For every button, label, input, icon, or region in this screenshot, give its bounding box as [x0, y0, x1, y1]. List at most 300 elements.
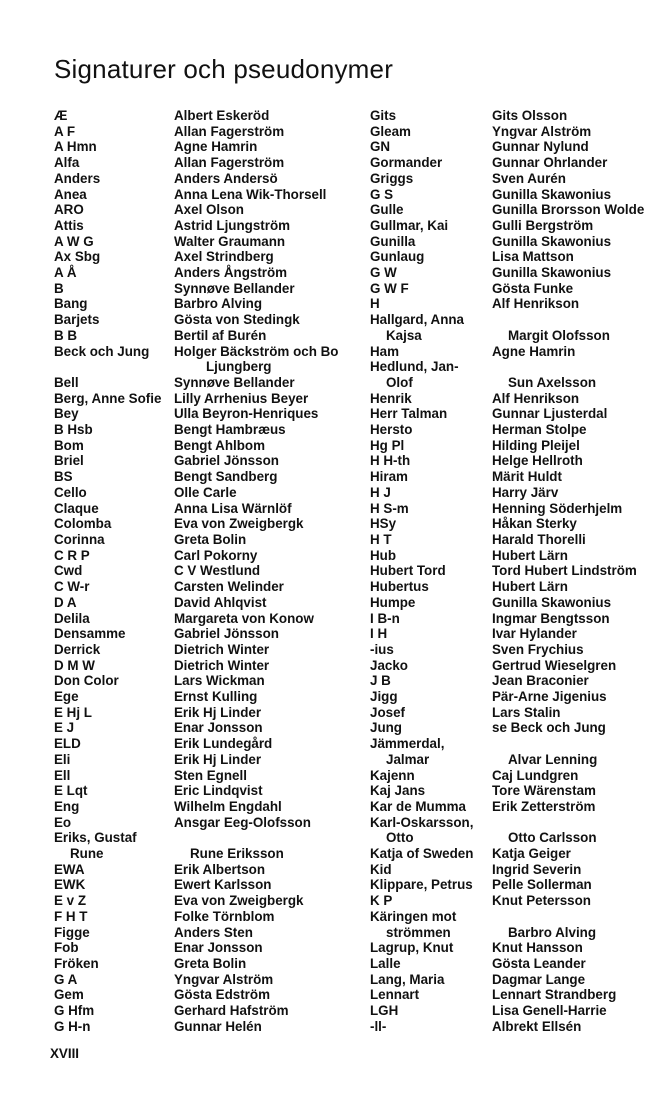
real-name: Yngvar Alström: [492, 123, 592, 139]
real-name: Gunnar Ohrlander: [492, 155, 608, 171]
entry-row: [54, 265, 338, 281]
signature: Figge: [54, 924, 90, 940]
real-name: Sun Axelsson: [508, 374, 597, 390]
real-name: Bengt Sandberg: [174, 469, 278, 485]
entry-row: [54, 438, 338, 454]
signature: G W F: [370, 280, 409, 296]
real-name: Anna Lena Wik-Thorsell: [174, 186, 327, 202]
entry-row: [54, 1019, 338, 1035]
real-name: Knut Petersson: [492, 893, 591, 909]
entry-row: [54, 611, 338, 627]
signature: Lalle: [370, 955, 401, 971]
real-name: Knut Hansson: [492, 940, 583, 956]
entry-row: [370, 296, 644, 312]
real-name: Rune Eriksson: [190, 846, 284, 862]
entry-row: [370, 1019, 644, 1035]
signature: HSy: [370, 516, 397, 532]
signature: Hubertus: [370, 579, 429, 595]
entry-row: [54, 877, 338, 893]
signature: Katja of Sweden: [370, 846, 474, 862]
signature: H T: [370, 531, 392, 547]
real-name: Gunnar Helén: [174, 1018, 262, 1034]
real-name: Bertil af Burén: [174, 327, 267, 343]
entry-row: [370, 469, 644, 485]
signature: Herr Talman: [370, 406, 448, 422]
real-name: Agne Hamrin: [174, 139, 258, 155]
real-name: Ivar Hylander: [492, 626, 577, 642]
signature: Olof: [386, 374, 413, 390]
real-name: Lennart Strandberg: [492, 987, 617, 1003]
signature: Hiram: [370, 469, 408, 485]
real-name: Dietrich Winter: [174, 657, 270, 673]
entry-row: [54, 579, 338, 595]
real-name: Ingmar Bengtsson: [492, 610, 610, 626]
signature: Gormander: [370, 155, 443, 171]
entry-row: [370, 485, 644, 501]
entry-row: [370, 312, 644, 328]
real-name: Allan Fagerström: [174, 155, 285, 171]
signature: Kid: [370, 861, 392, 877]
signature: Eli: [54, 751, 71, 767]
signature: Hedlund, Jan-: [370, 359, 459, 375]
entry-row: [370, 171, 644, 187]
signature: Hg Pl: [370, 437, 405, 453]
signature: Gits: [370, 108, 397, 123]
entry-row: [370, 987, 644, 1003]
signature: ARO: [54, 202, 84, 218]
real-name: Jean Braconier: [492, 673, 589, 689]
entry-row: [370, 391, 644, 407]
real-name: Eric Lindqvist: [174, 783, 263, 799]
signature: Jung: [370, 720, 402, 736]
real-name: Hilding Pleijel: [492, 437, 580, 453]
real-name: C V Westlund: [174, 563, 261, 579]
signature: D A: [54, 594, 77, 610]
real-name: Gunilla Skawonius: [492, 265, 612, 281]
real-name: Lars Wickman: [174, 673, 265, 689]
entry-row: [54, 909, 338, 925]
entry-row: [54, 972, 338, 988]
real-name: Alf Henrikson: [492, 390, 580, 406]
entry-row: [54, 391, 338, 407]
real-name: Märit Huldt: [492, 469, 562, 485]
entry-row: [54, 783, 338, 799]
real-name: Hubert Lärn: [492, 579, 568, 595]
entry-row: [370, 563, 644, 579]
entry-row: [54, 862, 338, 878]
entry-row: [54, 548, 338, 564]
signature: Bang: [54, 296, 88, 312]
signature: Gem: [54, 987, 84, 1003]
real-name: Ulla Beyron-Henriques: [174, 406, 319, 422]
entry-row: [370, 548, 644, 564]
signature: Anders: [54, 170, 101, 186]
signature: Kajsa: [386, 327, 422, 343]
signature: Corinna: [54, 531, 105, 547]
real-name: Gabriel Jönsson: [174, 626, 279, 642]
entry-row: [54, 752, 338, 768]
entry-row: [370, 187, 644, 203]
signature: E J: [54, 720, 75, 736]
signature: Lennart: [370, 987, 420, 1003]
real-name: Ansgar Eeg-Olofsson: [174, 814, 311, 830]
real-name: Barbro Alving: [508, 924, 597, 940]
entry-row: [54, 799, 338, 815]
real-name: Dagmar Lange: [492, 971, 586, 987]
signature: Eng: [54, 798, 80, 814]
real-name: Pär-Arne Jigenius: [492, 689, 607, 705]
signature: Karl-Oskarsson,: [370, 814, 474, 830]
real-name: Lisa Mattson: [492, 249, 574, 265]
entry-row: [370, 202, 644, 218]
signature: Jalmar: [386, 751, 430, 767]
left-column: [54, 108, 338, 1034]
real-name: Lilly Arrhenius Beyer: [174, 390, 309, 406]
real-name: Anders Andersö: [174, 170, 278, 186]
real-name: Lisa Genell-Harrie: [492, 1003, 607, 1019]
real-name: Henning Söderhjelm: [492, 500, 623, 516]
real-name: Gabriel Jönsson: [174, 453, 279, 469]
entry-row: [54, 202, 338, 218]
entry-row: [370, 328, 644, 344]
signature: Josef: [370, 704, 405, 720]
signature: Ege: [54, 689, 79, 705]
entry-row: [54, 720, 338, 736]
signature: Æ: [54, 108, 68, 123]
signature: ELD: [54, 736, 81, 752]
signature: G S: [370, 186, 394, 202]
entry-row: [370, 752, 644, 768]
entry-row: [54, 453, 338, 469]
entry-row: [54, 673, 338, 689]
real-name: Yngvar Alström: [174, 971, 274, 987]
entry-row: [370, 1003, 644, 1019]
signature: Eo: [54, 814, 72, 830]
real-name: Gösta von Stedingk: [174, 312, 300, 328]
signature: H H-th: [370, 453, 411, 469]
entry-row: [370, 406, 644, 422]
entry-row: [370, 689, 644, 705]
entry-row: [370, 956, 644, 972]
entry-row: [370, 673, 644, 689]
entry-row: [370, 611, 644, 627]
signature: I B-n: [370, 610, 400, 626]
real-name: Alvar Lenning: [508, 751, 598, 767]
signature: Käringen mot: [370, 908, 457, 924]
real-name: Synnøve Bellander: [174, 280, 295, 296]
signature: Colomba: [54, 516, 112, 532]
real-name: Anders Ångström: [174, 265, 288, 281]
signature: G A: [54, 971, 78, 987]
signature: A Å: [54, 265, 77, 281]
signature: B B: [54, 327, 78, 343]
real-name: Gunnar Nylund: [492, 139, 589, 155]
entry-row: [54, 155, 338, 171]
signature: Kajenn: [370, 767, 415, 783]
entry-row: [54, 768, 338, 784]
signature: Gulle: [370, 202, 404, 218]
real-name: Ljungberg: [206, 359, 272, 375]
real-name: Dietrich Winter: [174, 641, 270, 657]
entry-row: [370, 359, 644, 375]
signature: G W: [370, 265, 397, 281]
entry-row: [54, 139, 338, 155]
entry-row: [370, 595, 644, 611]
signature: A Hmn: [54, 139, 97, 155]
entry-row: [54, 940, 338, 956]
real-name: Folke Törnblom: [174, 908, 275, 924]
entry-row: [370, 768, 644, 784]
real-name: Carsten Welinder: [174, 579, 284, 595]
entry-row: [54, 406, 338, 422]
real-name: Gösta Leander: [492, 955, 586, 971]
real-name: Gunilla Skawonius: [492, 594, 612, 610]
signature: BS: [54, 469, 73, 485]
signature: Delila: [54, 610, 90, 626]
real-name: Håkan Sterky: [492, 516, 577, 532]
signature: Bom: [54, 437, 84, 453]
entry-row: [54, 485, 338, 501]
real-name: Gertrud Wieselgren: [492, 657, 617, 673]
signature: Claque: [54, 500, 99, 516]
real-name: Erik Lundegård: [174, 736, 273, 752]
real-name: Gunilla Skawonius: [492, 186, 612, 202]
real-name: Lars Stalin: [492, 704, 561, 720]
entry-row: [370, 799, 644, 815]
entry-row: [370, 516, 644, 532]
entry-row: [54, 187, 338, 203]
signature: Griggs: [370, 170, 414, 186]
signature: Kar de Mumma: [370, 798, 466, 814]
real-name: Erik Hj Linder: [174, 751, 262, 767]
entry-row: [370, 234, 644, 250]
entry-row: [54, 281, 338, 297]
signature: Klippare, Petrus: [370, 877, 473, 893]
real-name: Gulli Bergström: [492, 217, 594, 233]
real-name: Anna Lisa Wärnlöf: [174, 500, 292, 516]
signature: Barjets: [54, 312, 100, 328]
real-name: Herman Stolpe: [492, 422, 587, 438]
real-name: Ingrid Severin: [492, 861, 582, 877]
real-name: Gösta Funke: [492, 280, 574, 296]
real-name: Ewert Karlsson: [174, 877, 272, 893]
real-name: Allan Fagerström: [174, 123, 285, 139]
signature: [54, 359, 190, 375]
entry-row: [370, 925, 644, 941]
entry-row: [370, 281, 644, 297]
signature: Jacko: [370, 657, 408, 673]
real-name: Eva von Zweigbergk: [174, 516, 304, 532]
signature: E Hj L: [54, 704, 92, 720]
signature: LGH: [370, 1003, 399, 1019]
signature: J B: [370, 673, 391, 689]
entry-row: [54, 830, 338, 846]
signature: Beck och Jung: [54, 343, 150, 359]
real-name: Gerhard Hafström: [174, 1003, 289, 1019]
signature: EWA: [54, 861, 85, 877]
signature: Alfa: [54, 155, 80, 171]
signature: Bell: [54, 374, 79, 390]
entry-row: [370, 579, 644, 595]
signature: I H: [370, 626, 388, 642]
entry-row: [370, 877, 644, 893]
entry-row: [370, 830, 644, 846]
real-name: Bengt Hambræus: [174, 422, 286, 438]
entry-row: [54, 359, 338, 375]
entry-row: [370, 501, 644, 517]
real-name: Alf Henrikson: [492, 296, 580, 312]
entry-row: [370, 626, 644, 642]
signature: Attis: [54, 217, 84, 233]
signature: B Hsb: [54, 422, 93, 438]
signature: Derrick: [54, 641, 101, 657]
signature: Gunilla: [370, 233, 416, 249]
real-name: Wilhelm Engdahl: [174, 798, 282, 814]
entry-row: [370, 642, 644, 658]
signature: -ll-: [370, 1018, 387, 1034]
signature: A F: [54, 123, 76, 139]
entry-row: [54, 375, 338, 391]
real-name: Albrekt Ellsén: [492, 1018, 582, 1034]
signature: Hub: [370, 547, 397, 563]
entry-row: [54, 516, 338, 532]
signature: B: [54, 280, 64, 296]
signature: A W G: [54, 233, 94, 249]
entry-row: [54, 171, 338, 187]
signature: Gullmar, Kai: [370, 217, 449, 233]
real-name: Olle Carle: [174, 484, 237, 500]
entry-row: [370, 815, 644, 831]
signature: C R P: [54, 547, 90, 563]
real-name: Greta Bolin: [174, 955, 247, 971]
signature: H J: [370, 484, 391, 500]
entry-row: [54, 501, 338, 517]
entry-row: [54, 312, 338, 328]
entry-row: [370, 736, 644, 752]
entry-row: [54, 422, 338, 438]
entry-row: [54, 1003, 338, 1019]
signature: K P: [370, 893, 393, 909]
entry-row: [54, 563, 338, 579]
signature: Lagrup, Knut: [370, 940, 454, 956]
real-name: Erik Zetterström: [492, 798, 596, 814]
real-name: Tord Hubert Lindström: [492, 563, 637, 579]
real-name: Sten Egnell: [174, 767, 247, 783]
entry-row: [54, 296, 338, 312]
entry-row: [54, 234, 338, 250]
entry-row: [54, 328, 338, 344]
real-name: Walter Graumann: [174, 233, 286, 249]
signature: E Lqt: [54, 783, 88, 799]
entry-row: [54, 705, 338, 721]
entry-row: [370, 265, 644, 281]
real-name: Katja Geiger: [492, 846, 571, 862]
entry-row: [54, 893, 338, 909]
real-name: Astrid Ljungström: [174, 217, 291, 233]
entry-row: [54, 595, 338, 611]
signature: Fob: [54, 940, 79, 956]
real-name: David Ahlqvist: [174, 594, 267, 610]
entry-row: [370, 972, 644, 988]
signature: G Hfm: [54, 1003, 95, 1019]
entry-row: [370, 453, 644, 469]
signature: Ell: [54, 767, 71, 783]
real-name: se Beck och Jung: [492, 720, 606, 736]
signature: Hubert Tord: [370, 563, 446, 579]
entry-row: [370, 218, 644, 234]
signature: D M W: [54, 657, 95, 673]
entry-row: [54, 124, 338, 140]
signature: EWK: [54, 877, 86, 893]
real-name: Sven Frychius: [492, 641, 584, 657]
entry-row: [54, 736, 338, 752]
signature: Kaj Jans: [370, 783, 426, 799]
signature: Rune: [70, 846, 104, 862]
entry-row: [54, 344, 338, 360]
entry-row: [370, 375, 644, 391]
entry-row: [370, 139, 644, 155]
entry-row: [370, 705, 644, 721]
entry-row: [370, 909, 644, 925]
signature: Cello: [54, 484, 87, 500]
real-name: Margit Olofsson: [508, 327, 610, 343]
signature: H S-m: [370, 500, 409, 516]
real-name: Ernst Kulling: [174, 689, 258, 705]
real-name: Helge Hellroth: [492, 453, 583, 469]
real-name: Holger Bäckström och Bo: [174, 343, 339, 359]
signature: strömmen: [386, 924, 451, 940]
signature: Berg, Anne Sofie: [54, 390, 162, 406]
real-name: Albert Eskeröd: [174, 108, 270, 123]
real-name: Sven Aurén: [492, 170, 566, 186]
entry-row: [54, 532, 338, 548]
real-name: Axel Strindberg: [174, 249, 274, 265]
entry-row: [54, 249, 338, 265]
entry-row: [54, 689, 338, 705]
entry-row: [54, 956, 338, 972]
signature: Hallgard, Anna: [370, 312, 464, 328]
entry-row: [370, 108, 644, 124]
real-name: Carl Pokorny: [174, 547, 258, 563]
right-column: [370, 108, 644, 1034]
real-name: Bengt Ahlbom: [174, 437, 265, 453]
real-name: Erik Albertson: [174, 861, 266, 877]
entry-row: [370, 344, 644, 360]
signature: Gleam: [370, 123, 411, 139]
real-name: Caj Lundgren: [492, 767, 579, 783]
real-name: Harald Thorelli: [492, 531, 586, 547]
signature: Otto: [386, 830, 414, 846]
signature: G H-n: [54, 1018, 91, 1034]
real-name: Axel Olson: [174, 202, 244, 218]
entry-row: [370, 846, 644, 862]
entry-row: [370, 893, 644, 909]
signature: F H T: [54, 908, 88, 924]
signature: Henrik: [370, 390, 412, 406]
real-name: Greta Bolin: [174, 531, 247, 547]
real-name: Gunnar Ljusterdal: [492, 406, 608, 422]
signature: Humpe: [370, 594, 416, 610]
page-number: XVIII: [50, 1046, 80, 1061]
real-name: Barbro Alving: [174, 296, 263, 312]
entry-row: [370, 124, 644, 140]
entry-row: [370, 422, 644, 438]
page-title: Signaturer och pseudonymer: [54, 54, 394, 84]
signature: C W-r: [54, 579, 90, 595]
signature: GN: [370, 139, 391, 155]
entry-row: [370, 249, 644, 265]
real-name: Pelle Sollerman: [492, 877, 592, 893]
